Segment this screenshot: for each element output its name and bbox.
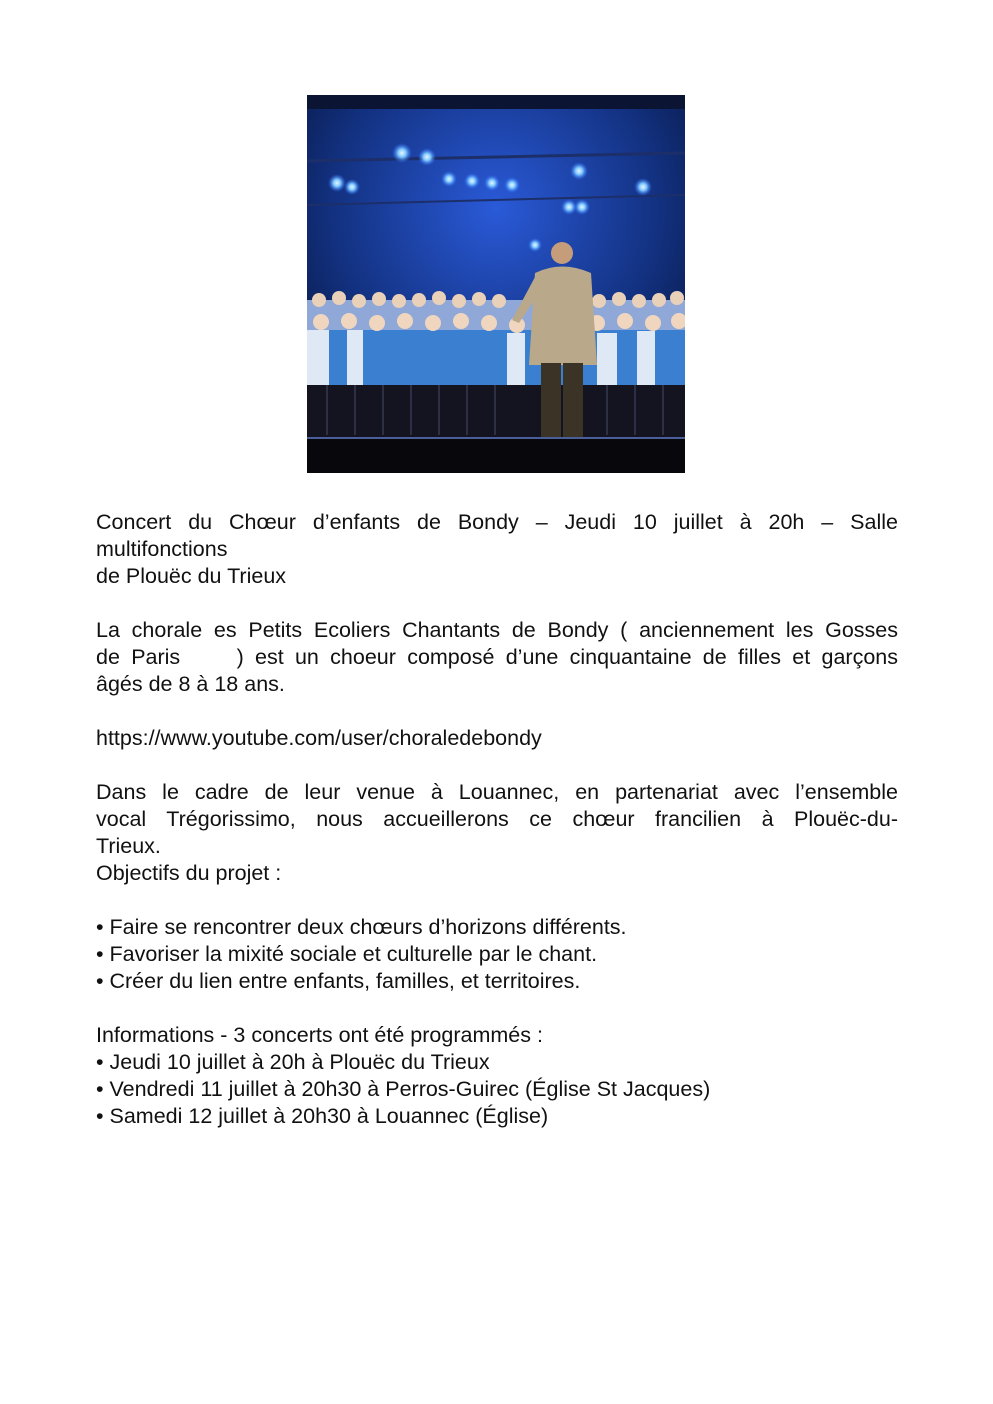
youtube-link[interactable]: https://www.youtube.com/user/choraledebondy xyxy=(96,726,542,750)
heading-line-2: multifonctions xyxy=(96,537,228,561)
list-item: • Vendredi 11 juillet à 20h30 à Perros-Guirec (Église St Jacques) xyxy=(96,1077,711,1101)
list-item: • Créer du lien entre enfants, familles, et territoires. xyxy=(96,969,581,993)
intro-line-1: La chorale es Petits Ecoliers Chantants de Bondy ( anciennement les Gosses xyxy=(96,618,898,642)
list-item: • Samedi 12 juillet à 20h30 à Louannec (Église) xyxy=(96,1104,549,1128)
list-item: • Faire se rencontrer deux chœurs d’horizons différents. xyxy=(96,915,627,939)
heading-line-3: de Plouëc du Trieux xyxy=(96,564,287,588)
objectives-list xyxy=(96,914,898,995)
list-item: • Favoriser la mixité sociale et culturelle par le chant. xyxy=(96,942,598,966)
heading-line-1: Concert du Chœur d’enfants de Bondy – Jeudi 10 juillet à 20h – Salle xyxy=(96,510,898,534)
context-line-1: Dans le cadre de leur venue à Louannec, en partenariat avec l’ensemble xyxy=(96,780,898,804)
concerts-title: Informations - 3 concerts ont été programmés : xyxy=(96,1023,543,1047)
concerts-list xyxy=(96,1049,898,1130)
article-body xyxy=(96,509,898,1130)
list-item: • Jeudi 10 juillet à 20h à Plouëc du Trieux xyxy=(96,1050,490,1074)
intro-line-3: âgés de 8 à 18 ans. xyxy=(96,672,285,696)
objectives-title: Objectifs du projet : xyxy=(96,861,282,885)
context-line-2: vocal Trégorissimo, nous accueillerons ce chœur francilien à Plouëc-du- xyxy=(96,807,898,831)
context-line-3: Trieux. xyxy=(96,834,161,858)
intro-line-2: de Paris ) est un choeur composé d’une cinquantaine de filles et garçons xyxy=(96,645,898,669)
choir-photo xyxy=(307,95,685,473)
choir-photo-illustration xyxy=(307,95,685,473)
